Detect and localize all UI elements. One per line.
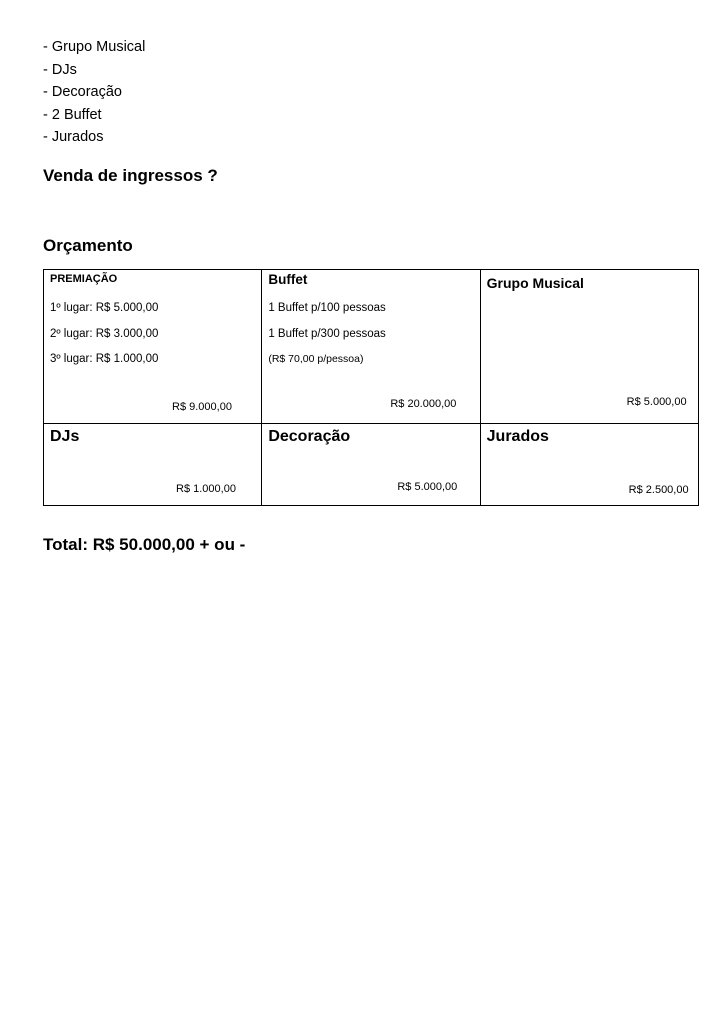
decoracao-amount: R$ 5.000,00 [397, 481, 458, 493]
djs-title: DJs [50, 428, 80, 445]
premiacao-title: PREMIAÇÃO [50, 273, 118, 285]
list-item: - DJs [43, 61, 77, 78]
table-row [44, 424, 699, 506]
premiacao-amount: R$ 9.000,00 [172, 401, 232, 413]
table-row [44, 270, 699, 424]
list-item: - Grupo Musical [43, 39, 146, 55]
orcamento-heading: Orçamento [43, 236, 133, 255]
buffet-line: (R$ 70,00 p/pessoa) [268, 353, 364, 365]
decoracao-cell [262, 424, 480, 506]
buffet-amount: R$ 20.000,00 [390, 398, 457, 410]
buffet-title: Buffet [268, 272, 308, 287]
budget-table [43, 269, 699, 506]
list-item: - Decoração [43, 84, 122, 100]
items-list [43, 36, 145, 149]
jurados-amount: R$ 2.500,00 [628, 484, 689, 496]
premiacao-line: 1º lugar: R$ 5.000,00 [50, 302, 159, 314]
grupo-musical-amount: R$ 5.000,00 [626, 396, 687, 408]
venda-heading: Venda de ingressos ? [43, 166, 218, 185]
grupo-musical-cell [480, 270, 698, 424]
premiacao-line: 2º lugar: R$ 3.000,00 [50, 327, 159, 340]
total-line: Total: R$ 50.000,00 + ou - [43, 535, 246, 554]
jurados-title: Jurados [486, 428, 549, 445]
decoracao-title: Decoração [268, 428, 351, 445]
list-item: - Jurados [43, 129, 104, 145]
jurados-cell [480, 424, 698, 506]
buffet-line: 1 Buffet p/300 pessoas [268, 327, 386, 340]
buffet-line: 1 Buffet p/100 pessoas [268, 302, 386, 314]
premiacao-lines [50, 296, 158, 373]
list-item: - 2 Buffet [43, 106, 102, 123]
djs-amount: R$ 1.000,00 [176, 483, 236, 495]
buffet-cell [262, 270, 480, 424]
premiacao-line: 3º lugar: R$ 1.000,00 [50, 353, 159, 365]
djs-cell [44, 424, 262, 506]
buffet-lines [268, 296, 385, 373]
premiacao-cell [44, 270, 262, 424]
grupo-musical-title: Grupo Musical [486, 275, 584, 291]
